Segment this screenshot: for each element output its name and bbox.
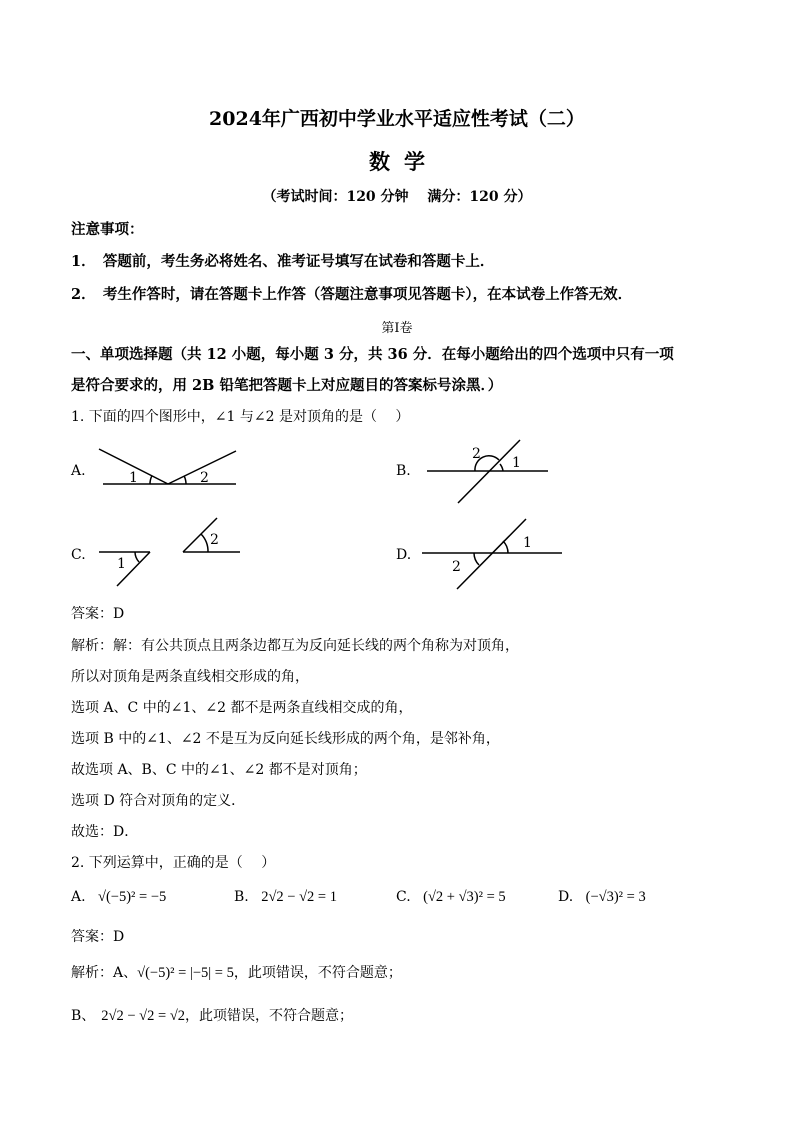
fig-b-label-1: 1 bbox=[512, 455, 521, 471]
q1-analysis-1: 解析：解：有公共顶点且两条边都互为反向延长线的两个角称为对顶角， bbox=[71, 638, 519, 654]
exam-title: 2024年广西初中学业水平适应性考试（二） bbox=[209, 108, 585, 130]
figure-b bbox=[427, 440, 548, 503]
q1-option-c-label: C. bbox=[71, 547, 86, 563]
fig-a-label-2: 2 bbox=[200, 470, 209, 486]
q2-option-b-expr: 2√2 − √2 = 1 bbox=[261, 889, 337, 905]
q1-analysis-3: 选项 A、C 中的∠1、∠2 都不是两条直线相交成的角， bbox=[71, 700, 413, 716]
q2-option-d-expr: (−√3)² = 3 bbox=[585, 889, 646, 905]
subject-title: 数学 bbox=[369, 149, 439, 174]
notes-heading: 注意事项： bbox=[71, 221, 144, 238]
q2-analysis-a bbox=[71, 962, 402, 982]
exam-info: （考试时间：120 分钟 满分：120 分） bbox=[262, 189, 532, 205]
figure-c bbox=[99, 518, 240, 586]
q1-analysis-5: 故选项 A、B、C 中的∠1、∠2 都不是对顶角； bbox=[71, 762, 367, 778]
volume-label: 第Ⅰ卷 bbox=[381, 321, 413, 336]
section1-line1: 一、单项选择题（共 12 小题，每小题 3 分，共 36 分．在每小题给出的四个选项中只有一项 bbox=[71, 346, 674, 363]
figure-a bbox=[99, 449, 236, 484]
q2-analysis-b-suffix: ，此项错误，不符合题意； bbox=[185, 1008, 354, 1024]
q1-option-a-label: A. bbox=[71, 463, 86, 479]
q2-option-d bbox=[558, 889, 646, 906]
q2-option-a-label: A. bbox=[71, 889, 86, 905]
q1-analysis-2: 所以对顶角是两条直线相交形成的角， bbox=[71, 669, 309, 685]
fig-d-label-1: 1 bbox=[523, 535, 532, 551]
q2-option-b bbox=[234, 889, 337, 906]
q2-option-a bbox=[71, 889, 166, 906]
q2-option-d-label: D. bbox=[558, 889, 574, 905]
fig-c-label-1: 1 bbox=[117, 556, 126, 572]
q1-analysis-4: 选项 B 中的∠1、∠2 不是互为反向延长线形成的两个角，是邻补角， bbox=[71, 731, 500, 747]
q1-stem: 1. 下面的四个图形中，∠1 与∠2 是对顶角的是（ ） bbox=[71, 409, 410, 425]
note-item-2: 2． 考生作答时，请在答题卡上作答（答题注意事项见答题卡），在本试卷上作答无效． bbox=[71, 286, 633, 303]
note-item-1: 1． 答题前，考生务必将姓名、准考证号填写在试卷和答题卡上． bbox=[71, 253, 495, 270]
q2-answer: 答案：D bbox=[71, 929, 125, 945]
q2-option-c-label: C. bbox=[396, 889, 411, 905]
q1-answer: 答案：D bbox=[71, 606, 125, 622]
q1-analysis-7: 故选：D． bbox=[71, 824, 139, 840]
q2-stem: 2. 下列运算中，正确的是（ ） bbox=[71, 855, 276, 871]
q2-analysis-b-prefix: B、 bbox=[71, 1008, 96, 1024]
q2-analysis-b bbox=[71, 1005, 353, 1025]
q2-option-c-expr: (√2 + √3)² = 5 bbox=[423, 889, 506, 905]
q1-option-b-label: B. bbox=[396, 463, 411, 479]
q2-analysis-a-suffix: ，此项错误，不符合题意； bbox=[233, 965, 402, 981]
q2-analysis-a-prefix: 解析：A、 bbox=[71, 965, 138, 981]
section1-line2: 是符合要求的，用 2B 铅笔把答题卡上对应题目的答案标号涂黑．） bbox=[71, 377, 503, 394]
q1-option-d-label: D. bbox=[396, 547, 412, 563]
q1-analysis-6: 选项 D 符合对顶角的定义． bbox=[71, 793, 246, 809]
q2-option-c bbox=[396, 889, 506, 906]
fig-d-label-2: 2 bbox=[452, 559, 461, 575]
q2-option-b-label: B. bbox=[234, 889, 249, 905]
q2-analysis-a-expr: √(−5)² = |−5| = 5 bbox=[137, 965, 234, 981]
fig-c-label-2: 2 bbox=[210, 532, 219, 548]
fig-b-label-2: 2 bbox=[472, 446, 481, 462]
q2-option-a-expr: √(−5)² = −5 bbox=[98, 889, 167, 905]
fig-a-label-1: 1 bbox=[129, 470, 138, 486]
q2-analysis-b-expr: 2√2 − √2 = √2 bbox=[101, 1008, 186, 1024]
figure-d bbox=[422, 519, 562, 589]
